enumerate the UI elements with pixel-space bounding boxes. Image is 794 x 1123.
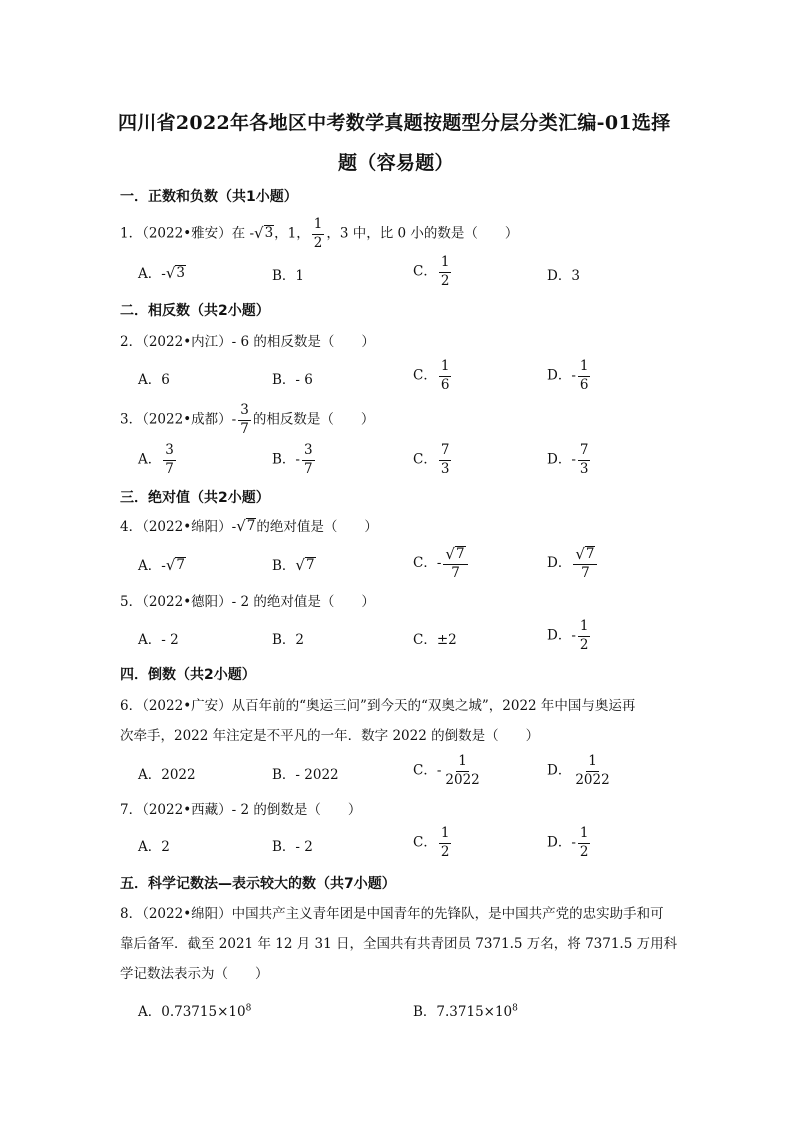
question-1 xyxy=(120,218,518,250)
q7-option-a[interactable]: A．2 xyxy=(138,839,170,855)
document-title-line1: 四川省2022年各地区中考数学真题按题型分层分类汇编-01选择 xyxy=(118,112,671,134)
q3-option-b[interactable]: B．- $\frac{3}{7}$ xyxy=(272,442,313,477)
q1-option-c[interactable]: C． $\frac{1}{2}$ xyxy=(413,254,450,289)
q7-option-b[interactable]: B．- 2 xyxy=(272,839,313,855)
q1-option-b[interactable]: B．1 xyxy=(272,268,305,284)
section-heading: 一．正数和负数（共1小题） xyxy=(120,189,298,205)
section-heading: 三．绝对值（共2小题） xyxy=(120,490,270,506)
q6-option-b[interactable]: B．- 2022 xyxy=(272,767,339,783)
q8-option-a[interactable]: A．$0.73715\times 10^8$ xyxy=(138,1003,252,1020)
q4-option-b[interactable]: B． √ 7 xyxy=(272,556,315,574)
fraction: $\frac{3}{7}$ xyxy=(240,402,249,437)
q8-option-b[interactable]: B．$7.3715\times 10^8$ xyxy=(413,1003,518,1020)
section-heading: 二．相反数（共2小题） xyxy=(120,303,270,319)
fraction: $\frac{1}{2}$ xyxy=(313,216,323,251)
q2-option-a[interactable]: A．6 xyxy=(138,372,170,388)
q7-option-d[interactable]: D．- $\frac{1}{2}$ xyxy=(547,825,589,860)
q5-option-d[interactable]: D．- $\frac{1}{2}$ xyxy=(547,618,589,653)
q1-mid: ，1， xyxy=(274,225,310,242)
question-3: 3．（2022•成都）- $\frac{3}{7}$ 的相反数是（ ） xyxy=(120,402,375,437)
q2-option-b[interactable]: B．- 6 xyxy=(272,372,313,388)
question-7: 7．（2022•西藏）- 2 的倒数是（ ） xyxy=(120,802,362,818)
question-8-line3: 学记数法表示为（ ） xyxy=(120,966,269,982)
q3-option-d[interactable]: D．- $\frac{7}{3}$ xyxy=(547,442,589,477)
q4-option-a[interactable]: A．- √ 7 xyxy=(138,556,185,574)
sqrt-expression: √ 7 xyxy=(236,517,256,535)
section-heading: 五．科学记数法—表示较大的数（共7小题） xyxy=(120,876,396,892)
q1-option-d[interactable]: D．3 xyxy=(547,268,580,284)
q3-option-a[interactable]: A． $\frac{3}{7}$ xyxy=(138,442,174,477)
question-8-line1: 8．（2022•绵阳）中国共产主义青年团是中国青年的先锋队，是中国共产党的忠实助手和可 xyxy=(120,906,664,922)
document-title-line2: 题（容易题） xyxy=(338,152,454,174)
question-4: 4．（2022•绵阳）- √ 7 的绝对值是（ ） xyxy=(120,517,378,535)
sqrt-expression: √ 3 xyxy=(254,223,274,242)
q3-option-c[interactable]: C． $\frac{7}{3}$ xyxy=(413,442,450,477)
q2-option-c[interactable]: C． $\frac{1}{6}$ xyxy=(413,358,450,393)
question-6-line1: 6．（2022•广安）从百年前的“奥运三问”到今天的“双奥之城”，2022 年中国与奥运再 xyxy=(120,698,636,714)
q1-option-a[interactable]: A．- √ 3 xyxy=(138,264,185,282)
q6-option-d[interactable]: D． $\frac{1}{2022}$ xyxy=(547,753,610,788)
question-8-line2: 靠后备军．截至 2021 年 12 月 31 日，全国共有共青团员 7371.5 万名，将 7371.5 万用科 xyxy=(120,936,678,952)
question-5: 5．（2022•德阳）- 2 的绝对值是（ ） xyxy=(120,594,375,610)
q6-option-a[interactable]: A．2022 xyxy=(138,767,196,783)
q6-option-c[interactable]: C．- $\frac{1}{2022}$ xyxy=(413,753,480,788)
q5-option-b[interactable]: B．2 xyxy=(272,632,305,648)
q7-option-c[interactable]: C． $\frac{1}{2}$ xyxy=(413,825,450,860)
q4-option-d[interactable]: D． √ 7 7 xyxy=(547,546,599,581)
question-6-line2: 次牵手，2022 年注定是不平凡的一年．数字 2022 的倒数是（ ） xyxy=(120,728,540,744)
question-2: 2．（2022•内江）- 6 的相反数是（ ） xyxy=(120,334,375,350)
q2-option-d[interactable]: D．- $\frac{1}{6}$ xyxy=(547,358,589,393)
q1-suffix: ，3 中，比 0 小的数是（ ） xyxy=(326,225,519,242)
section-heading: 四．倒数（共2小题） xyxy=(120,667,256,683)
q1-prefix: 1．（2022•雅安）在 - xyxy=(120,225,255,242)
q4-option-c[interactable]: C．- √ 7 7 xyxy=(413,546,470,581)
q5-option-c[interactable]: C．±2 xyxy=(413,632,457,648)
q5-option-a[interactable]: A．- 2 xyxy=(138,632,179,648)
